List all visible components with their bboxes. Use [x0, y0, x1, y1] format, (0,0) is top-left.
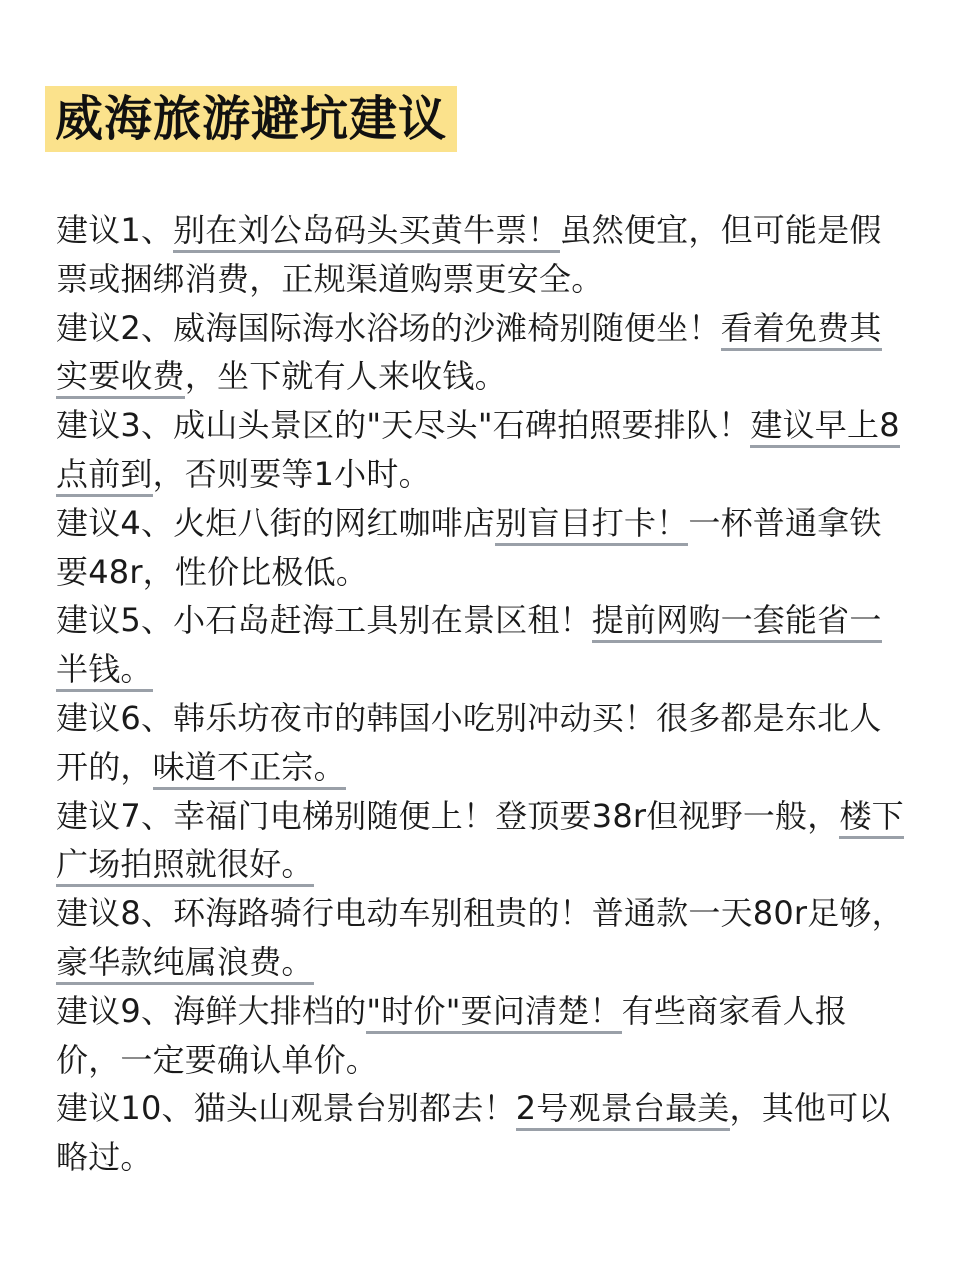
tip-item [56, 792, 906, 890]
tip-text: 建议10、猫头山观景台别都去！ [56, 1089, 516, 1128]
tip-underline: 味道不正宗。 [153, 748, 346, 790]
tip-underline: 别在刘公岛码头买黄牛票！ [173, 211, 559, 253]
tip-item [56, 206, 906, 304]
tip-text: ，坐下就有人来收钱。 [184, 357, 507, 396]
tip-text: ，否则要等1小时。 [152, 454, 431, 493]
tips-list [56, 206, 906, 1182]
tip-text: 建议9、海鲜大排档的 [56, 991, 367, 1030]
tip-underline: 别盲目打卡！ [495, 504, 688, 546]
tip-text: ，其他可以略过。 [56, 1089, 891, 1177]
tip-text: 建议8、环海路骑行电动车别租贵的！普通款一天80r足够， [56, 894, 904, 933]
tip-underline: 提前网购一套能省一半钱。 [56, 601, 882, 692]
tip-text: 建议5、小石岛赶海工具别在景区租！ [56, 601, 592, 640]
tip-text: 一杯普通拿铁要48r，性价比极低。 [56, 503, 882, 591]
tip-text: 建议4、火炬八街的网红咖啡店 [56, 503, 496, 542]
tip-text: 建议7、幸福门电梯别随便上！登顶要38r但视野一般， [56, 796, 840, 835]
tip-underline: 2号观景台最美 [516, 1089, 730, 1131]
tip-item [56, 596, 906, 694]
title-highlight [45, 86, 457, 152]
tip-underline: 建议早上8点前到 [56, 406, 900, 497]
tip-text: 建议2、威海国际海水浴场的沙滩椅别随便坐！ [56, 308, 721, 347]
tip-underline: 豪华款纯属浪费。 [56, 943, 314, 985]
page-title: 威海旅游避坑建议 [55, 91, 448, 147]
tip-text: 有些商家看人报价，一定要确认单价。 [56, 991, 848, 1079]
tip-item [56, 987, 906, 1085]
tip-underline: "时价"要问清楚！ [366, 992, 621, 1034]
tip-text: 建议1、 [56, 211, 174, 249]
tip-underline: 楼下广场拍照就很好。 [56, 797, 904, 888]
tip-item [56, 304, 906, 402]
tip-text: 建议6、韩乐坊夜市的韩国小吃别冲动买！很多都是东北人开的， [56, 698, 882, 786]
tip-item [56, 499, 906, 597]
tip-text: 建议3、成山头景区的"天尽头"石碑拍照要排队！ [56, 406, 751, 445]
tip-item [56, 694, 906, 792]
tip-item [56, 1084, 906, 1182]
tip-item [56, 401, 906, 499]
tip-item [56, 889, 906, 987]
tip-underline: 看着免费其实要收费 [56, 309, 882, 400]
tip-text: 虽然便宜，但可能是假票或捆绑消费，正规渠道购票更安全。 [56, 211, 882, 298]
